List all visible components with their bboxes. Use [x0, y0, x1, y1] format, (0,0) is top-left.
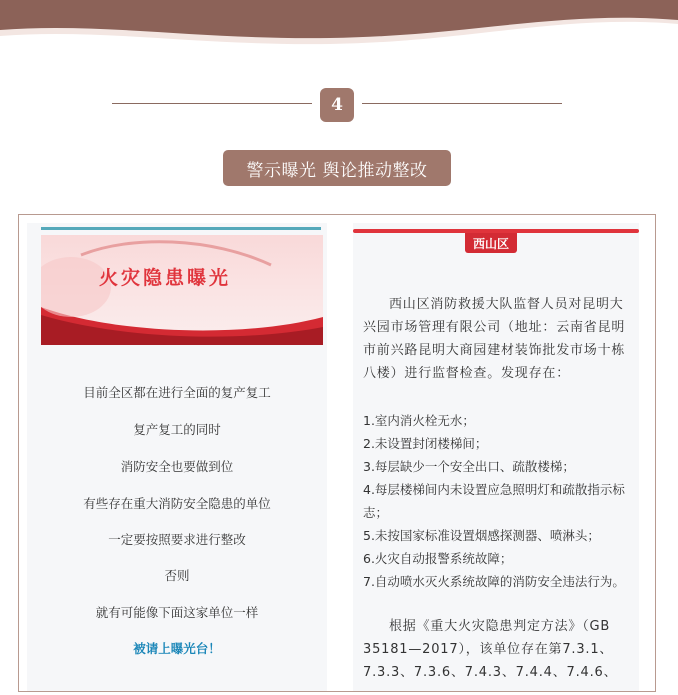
issue-item: 6.火灾自动报警系统故障；	[363, 551, 513, 566]
top-wave-decoration	[0, 0, 678, 60]
left-text-line: 消防安全也要做到位	[120, 459, 234, 474]
left-text-line: 目前全区都在进行全面的复产复工	[83, 385, 271, 400]
issue-item: 4.每层楼梯间内未设置应急照明灯和疏散指示标志；	[363, 482, 625, 520]
issue-item: 1.室内消火栓无水；	[363, 413, 475, 428]
left-card	[27, 223, 327, 692]
region-tag: 西山区	[465, 233, 517, 253]
divider-line-right	[362, 103, 562, 104]
teal-top-line	[41, 227, 321, 230]
issue-item: 5.未按国家标准设置烟感探测器、喷淋头；	[363, 528, 600, 543]
right-card	[353, 223, 639, 692]
content-frame	[18, 214, 656, 692]
legal-basis: 根据《重大火灾隐患判定方法》（GB 35181—2017），该单位存在第7.3.1、7.3.3、7.3.6、7.4.3、7.4.4、7.4.6、	[363, 619, 618, 680]
divider-line-left	[112, 103, 312, 104]
section-number-row	[0, 86, 678, 122]
banner-graphic	[41, 235, 323, 345]
issue-item: 2.未设置封闭楼梯间；	[363, 436, 488, 451]
left-text-line: 就有可能像下面这家单位一样	[95, 605, 259, 620]
section-title: 警示曝光 舆论推动整改	[223, 150, 451, 186]
left-text-line: 复产复工的同时	[133, 422, 221, 437]
inspection-intro: 西山区消防救援大队监督人员对昆明大兴园市场管理有限公司（地址：云南省昆明市前兴路昆明大商园建材装饰批发市场十栋八楼）进行监督检查。发现存在：	[363, 297, 626, 381]
issue-list	[363, 409, 633, 593]
exposure-highlight: 被请上曝光台！	[133, 641, 221, 656]
left-text-line: 否则	[164, 568, 190, 583]
issue-item: 7.自动喷水灭火系统故障的消防安全违法行为。	[363, 574, 625, 589]
section-number-badge: 4	[320, 88, 354, 122]
left-text-line: 有些存在重大消防安全隐患的单位	[83, 496, 271, 511]
banner-title: 火灾隐患曝光	[98, 267, 231, 289]
issue-item: 3.每层缺少一个安全出口、疏散楼梯；	[363, 459, 575, 474]
left-text-line: 一定要按照要求进行整改	[108, 532, 246, 547]
